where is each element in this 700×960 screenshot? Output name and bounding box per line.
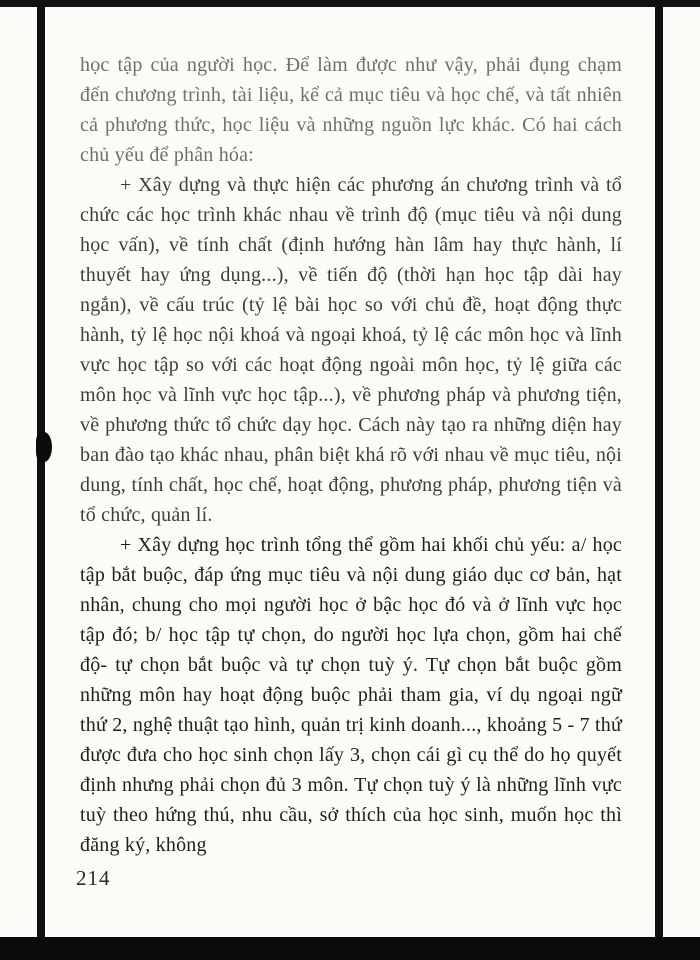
page-text-block xyxy=(80,50,622,860)
scan-edge-bottom xyxy=(0,937,700,960)
scan-edge-top xyxy=(0,0,700,7)
scan-edge-left xyxy=(37,5,45,938)
paragraph-method-1: + Xây dựng và thực hiện các phương án chương trình và tổ chức các học trình khác nhau về trình độ (mục tiêu và nội dung học vấn), về tính chất (định hướng hàn lâm hay thực hành, lí thuyết hay ứng dụng...), về tiến độ (thời hạn học tập dài hay ngắn), về cấu trúc (tỷ lệ bài học so với chủ đề, hoạt động thực hành, tỷ lệ học nội khoá và ngoại khoá, tỷ lệ các môn học và lĩnh vực học tập so với các hoạt động ngoài môn học, tỷ lệ giữa các môn học và lĩnh vực học tập...), về phương pháp và phương tiện, về phương thức tổ chức dạy học. Cách này tạo ra những diện hay ban đào tạo khác nhau, phân biệt khá rõ với nhau về mục tiêu, nội dung, tính chất, học chế, hoạt động, phương pháp, phương tiện và tổ chức, quản lí. xyxy=(80,174,622,526)
scan-edge-right xyxy=(655,5,663,938)
paragraph-method-2: + Xây dựng học trình tổng thể gồm hai khối chủ yếu: a/ học tập bắt buộc, đáp ứng mục tiêu và nội dung giáo dục cơ bản, hạt nhân, chung cho mọi người học ở bậc học đó và ở lĩnh vực học tập đó; b/ học tập tự chọn, do người học lựa chọn, gồm hai chế độ- tự chọn bắt buộc và tự chọn tuỳ ý. Tự chọn bắt buộc gồm những môn hay hoạt động buộc phải tham gia, ví dụ ngoại ngữ thứ 2, nghệ thuật tạo hình, quản trị kinh doanh..., khoảng 5 - 7 thứ được đưa cho học sinh chọn lấy 3, chọn cái gì cụ thể do họ quyết định nhưng phải chọn đủ 3 môn. Tự chọn tuỳ ý là những lĩnh vực tuỳ theo hứng thú, nhu cầu, sở thích của học sinh, muốn học thì đăng ký, không xyxy=(80,534,622,856)
scan-edge-blob xyxy=(36,432,52,462)
paragraph-continuation: học tập của người học. Để làm được như vậy, phải đụng chạm đến chương trình, tài liệu, kể cả mục tiêu và học chế, và tất nhiên cả phương thức, học liệu và những nguồn lực khác. Có hai cách chủ yếu để phân hóa: xyxy=(80,54,622,166)
page-number: 214 xyxy=(76,866,111,890)
